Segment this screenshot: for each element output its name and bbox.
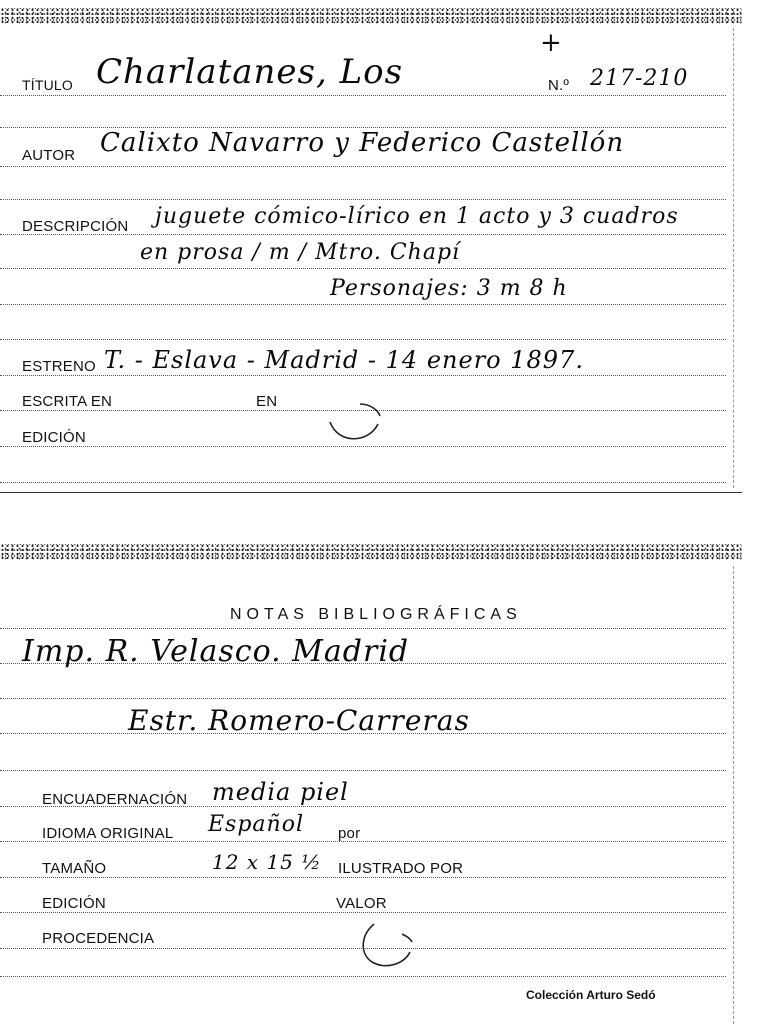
catalog-card-back xyxy=(0,538,742,1028)
card-right-edge xyxy=(733,566,734,1024)
ilustrado-por-label: ILUSTRADO POR xyxy=(338,860,464,877)
card-separator xyxy=(0,492,742,493)
rule-line xyxy=(0,976,726,977)
encuadernacion-value: media piel xyxy=(212,778,349,806)
descripcion-label: DESCRIPCIÓN xyxy=(22,218,129,235)
rule-line xyxy=(0,339,726,340)
catalog-card-front xyxy=(0,0,742,492)
rule-line xyxy=(0,877,726,878)
notas-bibliograficas-title: NOTAS BIBLIOGRÁFICAS xyxy=(230,606,522,623)
rule-line xyxy=(0,482,726,483)
rule-line xyxy=(0,698,726,699)
titulo-label: TÍTULO xyxy=(22,77,73,93)
autor-label: AUTOR xyxy=(22,147,76,164)
notes-line-1: Imp. R. Velasco. Madrid xyxy=(22,634,410,669)
circle-stamp-mark xyxy=(320,398,390,444)
rule-line xyxy=(0,268,726,269)
circle-stamp-mark xyxy=(352,918,424,970)
autor-value: Calixto Navarro y Federico Castellón xyxy=(100,128,625,158)
escrita-en-place-label: EN xyxy=(256,393,278,410)
card-top-edge-speckle xyxy=(0,8,742,24)
rule-line xyxy=(0,912,726,913)
card-right-edge xyxy=(733,28,734,488)
rule-line xyxy=(0,199,726,200)
encuadernacion-label: ENCUADERNACIÓN xyxy=(42,791,188,808)
tamano-label: TAMAÑO xyxy=(42,860,107,877)
rule-line xyxy=(0,95,726,96)
descripcion-line-2: en prosa / m / Mtro. Chapí xyxy=(140,240,461,265)
descripcion-line-3: Personajes: 3 m 8 h xyxy=(330,276,568,301)
edicion-label: EDICIÓN xyxy=(22,429,86,446)
rule-line xyxy=(0,446,726,447)
rule-line xyxy=(0,166,726,167)
estreno-value: T. - Eslava - Madrid - 14 enero 1897. xyxy=(104,346,584,374)
escrita-en-label: ESCRITA EN xyxy=(22,393,113,410)
numero-label: N.º xyxy=(548,77,570,94)
notes-line-2: Estr. Romero-Carreras xyxy=(128,704,470,737)
descripcion-line-1: juguete cómico-lírico en 1 acto y 3 cuadros xyxy=(155,204,679,229)
por-label: por xyxy=(338,825,361,842)
card-bottom-edge-speckle xyxy=(0,544,742,560)
estreno-label: ESTRENO xyxy=(22,358,96,375)
titulo-value: Charlatanes, Los xyxy=(96,52,404,92)
edicion-label: EDICIÓN xyxy=(42,895,106,912)
numero-value: 217-210 xyxy=(590,66,689,91)
rule-line xyxy=(0,375,726,376)
idioma-original-label: IDIOMA ORIGINAL xyxy=(42,825,174,842)
rule-line xyxy=(0,628,726,629)
valor-label: VALOR xyxy=(336,895,387,912)
tamano-value: 12 x 15 ½ xyxy=(212,850,322,874)
rule-line xyxy=(0,770,726,771)
cross-mark: + xyxy=(540,28,563,58)
idioma-original-value: Español xyxy=(208,812,304,837)
collection-credit: Colección Arturo Sedó xyxy=(526,988,656,1002)
procedencia-label: PROCEDENCIA xyxy=(42,930,155,947)
rule-line xyxy=(0,304,726,305)
